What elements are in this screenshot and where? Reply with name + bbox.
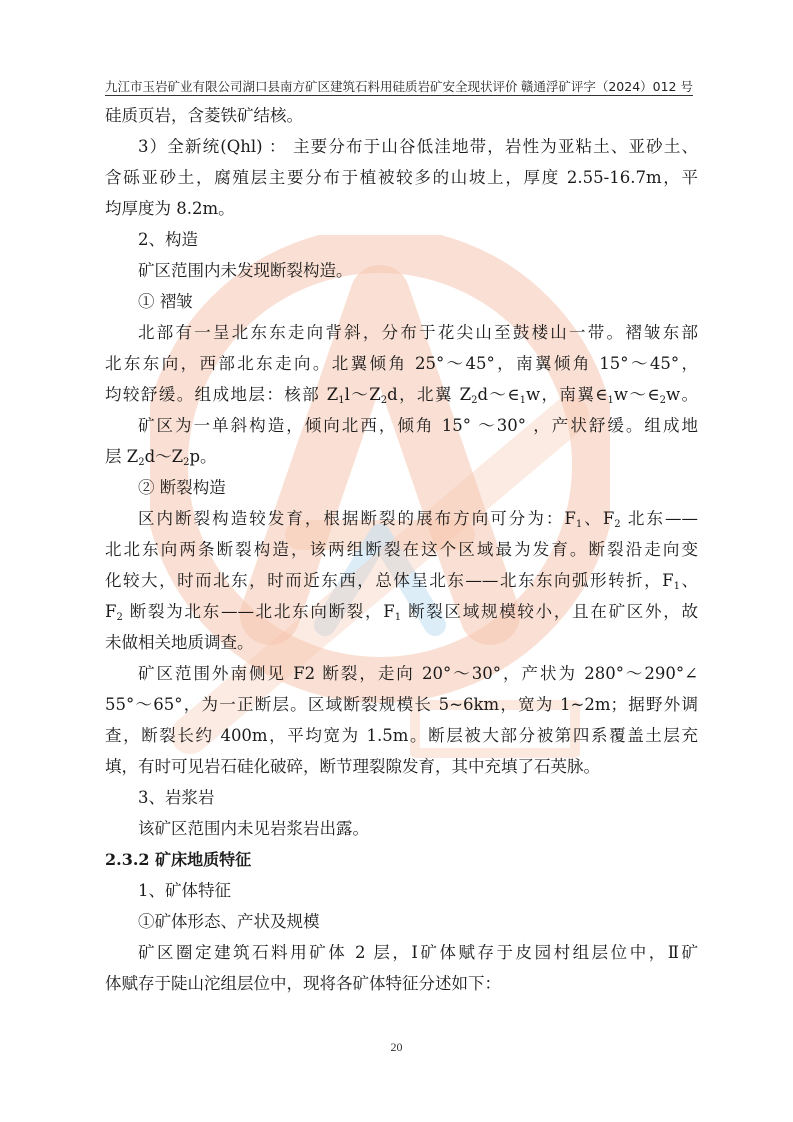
paragraph-line <box>105 379 698 410</box>
text-run: 化较大，时而北东，时而近东西，总体呈北东——北东东向弧形转折，F <box>105 571 674 590</box>
paragraph-line: 均厚度为 8.2m。 <box>105 199 235 218</box>
paragraph-line <box>105 441 698 472</box>
paragraph-line: 体赋存于陡山沱组层位中，现将各矿体特征分述如下： <box>105 974 501 993</box>
paragraph-line: 矿区范围外南侧见 F2 断裂，走向 20°～30°，产状为 280°～290°∠ <box>138 664 698 683</box>
paragraph-line: 该矿区范围内未见岩浆岩出露。 <box>138 819 369 838</box>
subscript: 1 <box>519 395 526 406</box>
paragraph-line <box>105 596 698 627</box>
header-report-number: 赣通浮矿评字（2024）012 号 <box>520 79 693 94</box>
paragraph-line: 北北东向两条断裂构造，该两组断裂在这个区域最为发育。断裂沿走向变 <box>105 540 698 559</box>
text-run: 区内断裂构造较发育，根据断裂的展布方向可分为：F <box>138 509 576 528</box>
subscript: 1 <box>575 519 583 530</box>
section-heading: 2、构造 <box>138 230 198 249</box>
text-run: F <box>105 602 117 621</box>
paragraph-line: 未做相关地质调查。 <box>105 633 254 652</box>
paragraph-line: 55°～65°，为一正断层。区域断裂规模长 5~6km，宽为 1~2m；据野外调 <box>105 695 698 714</box>
document-body <box>105 100 698 999</box>
subscript: 2 <box>116 612 123 623</box>
page-number: 20 <box>390 1040 403 1054</box>
text-run: d～∈ <box>477 385 520 404</box>
subscript: 1 <box>338 395 345 406</box>
text-run: 均较舒缓。组成地层：核部 Z <box>105 385 339 404</box>
subscript: 2 <box>471 395 478 406</box>
text-run: d，北翼 Z <box>387 385 472 404</box>
paragraph-line: 含砾亚砂土，腐殖层主要分布于植被较多的山坡上，厚度 2.55-16.7m，平 <box>105 168 698 187</box>
subscript: 1 <box>673 581 680 592</box>
text-run: d～Z <box>144 447 184 466</box>
subscript: 2 <box>614 519 621 530</box>
paragraph-line: 北东东向，西部北东走向。北翼倾角 25°～45°，南翼倾角 15°～45°， <box>105 354 698 373</box>
paragraph-line: 矿区为一单斜构造，倾向北西，倾角 15° ～30° ，产状舒缓。组成地 <box>138 416 698 435</box>
paragraph-line: 3）全新统(Qhl) ： 主要分布于山谷低洼地带，岩性为亚粘土、亚砂土、 <box>138 137 698 156</box>
chapter-heading: 2.3.2 矿床地质特征 <box>105 850 252 869</box>
text-run: w，南翼∈ <box>525 385 608 404</box>
paragraph-line <box>105 503 698 534</box>
header-document-title: 九江市玉岩矿业有限公司湖口县南方矿区建筑石料用硅质岩矿安全现状评价 <box>105 79 518 94</box>
section-heading: 3、岩浆岩 <box>138 788 215 807</box>
paragraph-line: 矿区范围内未发现断裂构造。 <box>138 261 353 280</box>
text-run: 、F <box>582 509 615 528</box>
subsection-heading: ①矿体形态、产状及规模 <box>138 912 320 931</box>
subscript: 1 <box>394 612 402 623</box>
paragraph-line: 北部有一呈北东东走向背斜，分布于花尖山至鼓楼山一带。褶皱东部 <box>138 323 698 342</box>
text-run: w。 <box>665 385 698 404</box>
paragraph-line: 矿区圈定建筑石料用矿体 2 层，Ⅰ矿体赋存于皮园村组层位中，Ⅱ矿 <box>138 943 698 962</box>
subscript: 2 <box>659 395 666 406</box>
subscript: 2 <box>183 457 190 468</box>
text-run: l～Z <box>344 385 381 404</box>
subsection-heading: ② 断裂构造 <box>138 478 226 497</box>
text-run: p。 <box>189 447 217 466</box>
subscript: 2 <box>138 457 145 468</box>
text-run: 断裂区域规模较小，且在矿区外，故 <box>401 602 698 621</box>
text-run: 、 <box>679 571 698 590</box>
paragraph-line: 填，有时可见岩石硅化破碎，断节理裂隙发育，其中充填了石英脉。 <box>105 757 600 776</box>
paragraph-line: 查，断裂长约 400m，平均宽为 1.5m。断层被大部分被第四系覆盖土层充 <box>105 726 698 745</box>
paragraph-line <box>105 565 698 596</box>
paragraph-line: 硅质页岩，含菱铁矿结核。 <box>105 106 303 125</box>
page-header <box>105 77 693 96</box>
subscript: 1 <box>607 395 614 406</box>
text-run: w～∈ <box>613 385 660 404</box>
subsection-heading: ① 褶皱 <box>138 292 193 311</box>
subscript: 2 <box>380 395 388 406</box>
text-run: 层 Z <box>105 447 139 466</box>
text-run: 断裂为北东——北北东向断裂，F <box>122 602 395 621</box>
text-run: 北东—— <box>620 509 698 528</box>
section-heading: 1、矿体特征 <box>138 881 231 900</box>
